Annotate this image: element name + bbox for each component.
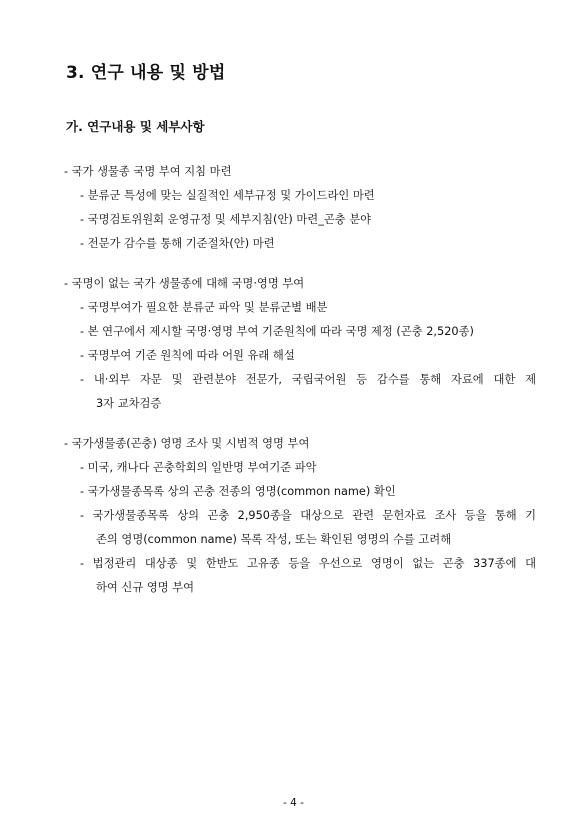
- sub-bullet-item: - 국가생물종목록 상의 곤충 2,950종을 대상으로 관련 문헌자료 조사 등을 통해 기: [80, 509, 536, 522]
- page-number: - 4 -: [283, 797, 304, 809]
- sub-bullet-item: - 분류군 특성에 맞는 실질적인 세부규정 및 가이드라인 마련: [80, 189, 375, 202]
- sub-bullet-item: - 국명검토위원회 운영규정 및 세부지침(안) 마련_곤충 분야: [80, 213, 372, 226]
- sub-bullet-item: - 내·외부 자문 및 관련분야 전문가, 국립국어원 등 감수를 통해 자료에 대한 제: [80, 373, 536, 386]
- bullet-item: - 국가 생물종 국명 부여 지침 마련: [64, 165, 232, 178]
- sub-bullet-continuation: 3자 교차검증: [96, 397, 162, 410]
- sub-bullet-continuation: 존의 영명(common name) 목록 작성, 또는 확인된 영명의 수를 고려해: [96, 533, 452, 546]
- sub-bullet-item: - 본 연구에서 제시할 국명·영명 부여 기준원칙에 따라 국명 제정 (곤충 2,520종): [80, 325, 474, 338]
- sub-bullet-item: - 전문가 감수를 통해 기준절차(안) 마련: [80, 237, 275, 250]
- subsection-heading: 가. 연구내용 및 세부사항: [66, 119, 205, 134]
- bullet-item: - 국명이 없는 국가 생물종에 대해 국명·영명 부여: [64, 277, 305, 290]
- sub-bullet-item: - 국명부여가 필요한 분류군 파악 및 분류군별 배분: [80, 301, 328, 314]
- sub-bullet-item: - 미국, 캐나다 곤충학회의 일반명 부여기준 파악: [80, 461, 317, 474]
- sub-bullet-continuation: 하여 신규 영명 부여: [96, 581, 195, 594]
- bullet-item: - 국가생물종(곤충) 영명 조사 및 시범적 영명 부여: [64, 437, 310, 450]
- section-heading: 3. 연구 내용 및 방법: [66, 63, 226, 83]
- sub-bullet-item: - 국명부여 기준 원칙에 따라 어원 유래 해설: [80, 349, 295, 362]
- sub-bullet-item: - 법정관리 대상종 및 한반도 고유종 등을 우선으로 영명이 없는 곤충 337종에 대: [80, 557, 536, 570]
- sub-bullet-item: - 국가생물종목록 상의 곤충 전종의 영명(common name) 확인: [80, 485, 396, 498]
